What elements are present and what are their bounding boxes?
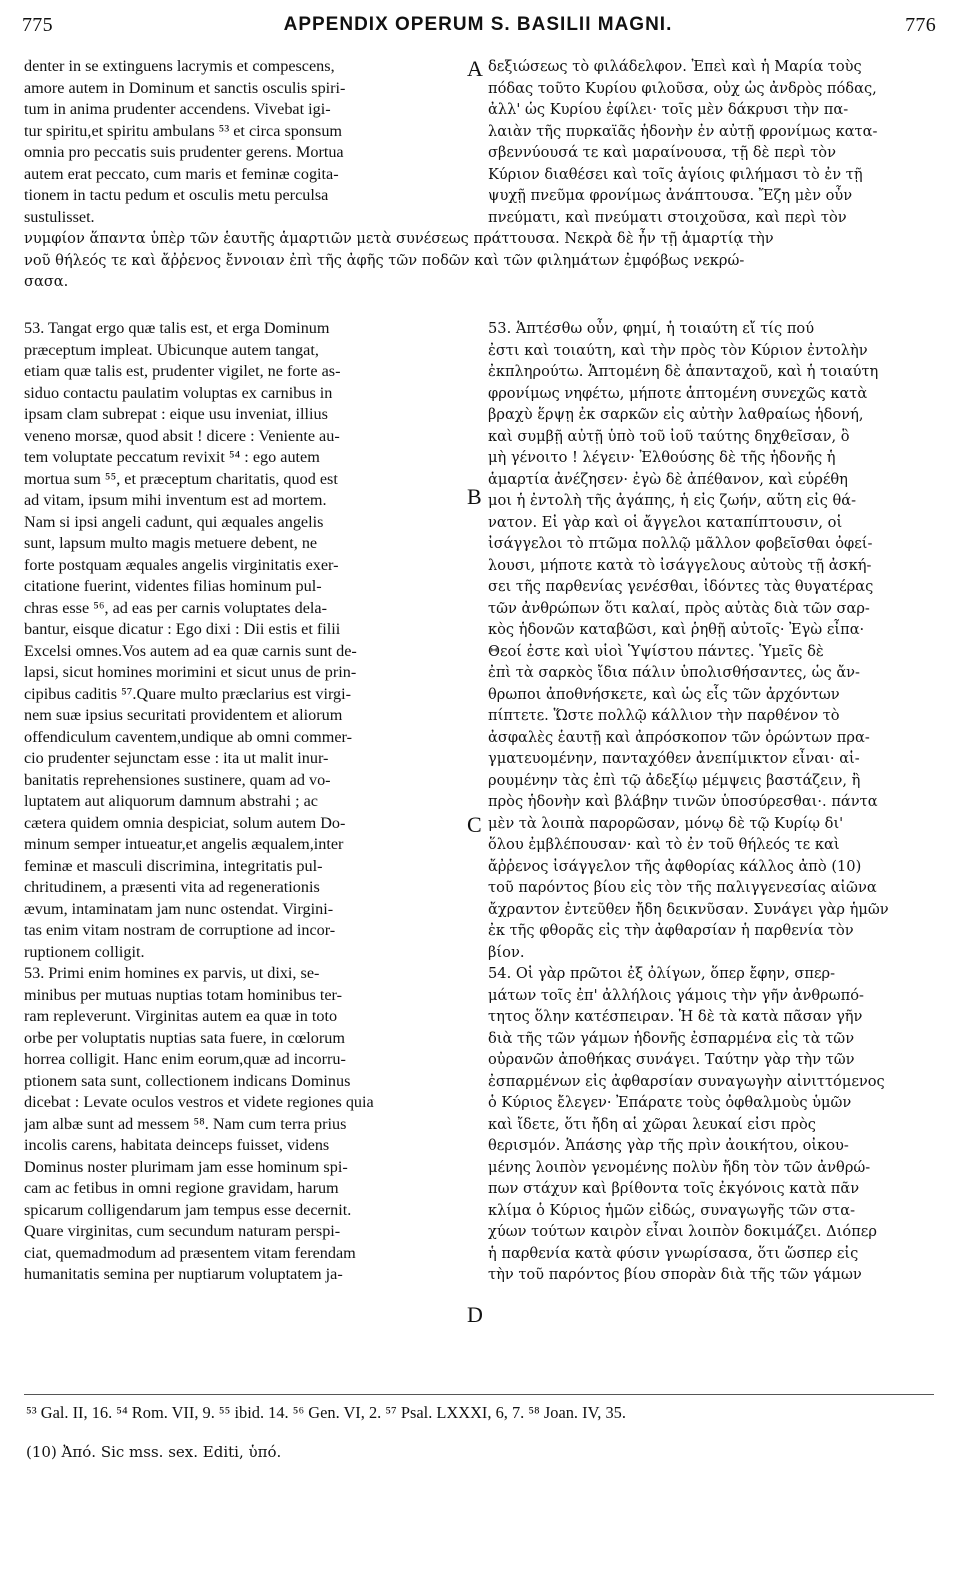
text-line: γματευομένην, πανταχόθεν ἀνεπίμικτον εἶναι· αἱ- [488, 750, 860, 767]
text-line: banitatis reprehensiones sustinere, quam ad vo- [24, 770, 331, 789]
text-line: τητος ὅλην κατέσπειραν. Ἡ δὲ τὰ κατὰ πᾶσαν γῆν [488, 1008, 863, 1025]
text-line: νυμφίον ἅπαντα ὑπὲρ τῶν ἑαυτῆς ἁμαρτιῶν μετὰ συνέσεως πράττουσα. Νεκρὰ δὲ ἦν τῇ ἁμαρτίᾳ τὴν [24, 230, 774, 247]
text-line: mortua sum ⁵⁵, et præceptum charitatis, quod est [24, 469, 338, 488]
text-line: θερισμόν. Ἁπάσης γὰρ τῆς πρὶν ἀοικήτου, οἰκου- [488, 1137, 849, 1154]
text-line: πων στάχυν καὶ βρίθοντα τοῖς ἐκγόνοις κατὰ πᾶν [488, 1180, 860, 1197]
text-line: ptionem sata sunt, collectionem indicans Dominus [24, 1071, 351, 1090]
text-line: etiam quæ talis est, prudenter vigilet, ne forte as- [24, 362, 341, 380]
text-line: καὶ ἴδετε, ὅτι ἤδη αἱ χῶραι λευκαί εἰσι πρὸς [488, 1115, 816, 1133]
text-line: humanitatis semina per nuptiarum voluptatem ja- [24, 1265, 343, 1283]
text-line: ἐκπληρούτω. Ἁπτομένη δὲ ἁπανταχοῦ, καὶ ἡ τοιαύτη [488, 363, 879, 380]
text-line: τὴν τοῦ παρόντος βίου σπορὰν διὰ τῆς τῶν γάμων [488, 1266, 862, 1283]
text-line: μένης λοιπὸν γενομένης πολὺν ἤδη τὸν τῶν ἀνθρώ- [488, 1158, 871, 1176]
text-line: chritudinem, a præsenti vita ad regenerationis [24, 878, 320, 896]
footnote-variant-note: (10) Ἀπό. Sic mss. sex. Editi, ὑπό. [26, 1443, 282, 1461]
text-line: νοῦ θήλεός τε καὶ ἄῤῥενος ἔννοιαν ἐπὶ τῆς ἀφῆς τῶν ποδῶν καὶ τῶν φιλημάτων ἐμφόβως νεκρώ- [24, 251, 745, 269]
text-line: Dominus noster plurimam jam esse hominum spi- [24, 1157, 348, 1176]
text-line: Κύριον διαθέσει καὶ τοῖς ἁγίοις φιλήμασι τὸ ἐν τῇ [488, 165, 863, 183]
text-line: cætera quidem omnia despiciat, solum autem Do- [24, 813, 346, 832]
running-title: APPENDIX OPERUM S. BASILII MAGNI. [283, 14, 673, 35]
text-line: orbe per voluptatis nuptias sata fuere, in cœlorum [24, 1028, 345, 1047]
text-line: Quare virginitas, cum secundum naturam perspi- [24, 1222, 341, 1240]
footnote-references: ⁵³ Gal. II, 16. ⁵⁴ Rom. VII, 9. ⁵⁵ ibid. 14. ⁵⁶ Gen. VI, 2. ⁵⁷ Psal. LXXXI, 6, 7. ⁵⁸ Joan. IV, 35. [26, 1403, 626, 1422]
text-line: omnia pro peccatis suis prudenter gerens. Mortua [24, 143, 344, 161]
text-line: 53. Primi enim homines ex parvis, ut dixi, se- [24, 964, 320, 982]
text-line: τοῦ παρόντος βίου εἰς τὸν τῆς παλιγγενεσίας αἰῶνα [488, 879, 877, 896]
text-line: dicebat : Levate oculos vestros et videte regiones quia [24, 1093, 374, 1111]
latin-column-top [24, 56, 468, 228]
text-line: ὅλου ἐμβλέπουσαν· καὶ τὸ ἐν τοῦ θήλεός τε καὶ [488, 836, 840, 853]
text-line: nem suæ ipsius securitati providentem et aliorum [24, 706, 343, 724]
text-line: πίπτετε. Ὥστε πολλῷ κάλλιον τὴν παρθένον τὸ [488, 707, 840, 724]
text-line: præceptum impleat. Ubicunque autem tangat, [24, 340, 319, 359]
text-line: ἡ παρθενία κατὰ φύσιν γνωρίσασα, ὅτι ὥσπερ εἰς [488, 1244, 859, 1262]
text-line: jam albæ sunt ad messem ⁵⁸. Nam cum terra prius [24, 1114, 347, 1133]
text-line: μὴ γένοιτο ! λέγειν· Ἐλθούσης δὲ τῆς ἡδονῆς ἡ [488, 449, 836, 466]
text-line: ἀσφαλὲς ἑαυτῇ καὶ ἀπρόσκοπον τῶν ὁρώντων πρα- [488, 728, 870, 746]
text-line: ἐπὶ τὰ σαρκὸς ἴδια πάλιν ὑπολισθήσαντες, ὡς ἄν- [488, 664, 860, 681]
text-line: incolis carens, habitata deinceps fuisset, videns [24, 1136, 330, 1154]
text-line: ἁμαρτία ἀνέζησεν· ἐγὼ δὲ ἀπέθανον, καὶ εὑρέθη [488, 470, 848, 488]
text-line: ἐσπαρμένων εἰς ἀφθαρσίαν συναγωγὴν αἰνιττόμενος [488, 1072, 885, 1090]
greek-column-top [488, 56, 936, 228]
text-line: feminæ et masculi discrimina, integritatis pul- [24, 856, 323, 875]
page-number-left: 775 [22, 14, 53, 36]
text-line: ἰσάγγελοι τὸ πτῶμα πολλῷ μᾶλλον φοβεῖσθαι ὀφεί- [488, 535, 873, 552]
text-line: ἄχραντον ἐντεῦθεν ἤδη δεικνῦσαν. Συνάγει γὰρ ἡμῶν [488, 900, 889, 918]
text-line: ruptionem colligit. [24, 942, 145, 961]
text-line: tem voluptate peccatum revixit ⁵⁴ : ego autem [24, 448, 320, 466]
section-marker-d: D [467, 1302, 483, 1327]
footnote-rule [24, 1394, 934, 1395]
text-line: λαιὰν τῆς πυρκαϊᾶς ἡδονὴν ἐν αὐτῇ φρονίμως κατα- [488, 122, 878, 140]
text-line: siduo contactu paulatim voluptas ex carnibus in [24, 383, 333, 402]
text-line: θρωποι ἀποθνήσκετε, καὶ ὡς εἷς τῶν ἀρχόντων [488, 685, 840, 703]
text-line: κὸς ἡδονῶν καταβῶσι, καὶ ῥηθῇ αὐτοῖς· Ἐγὼ εἶπα· [488, 621, 865, 638]
text-line: ad vitam, ipsum mihi inventum est ad mortem. [24, 491, 327, 509]
text-line: ἐστι καὶ τοιαύτη, καὶ τὴν πρὸς τὸν Κύριον ἐντολὴν [488, 341, 868, 359]
text-line: veneno morsæ, quod absit ! dicere : Veniente au- [24, 426, 340, 445]
text-line: ipsam clam subrepat : eique usu inveniat, illius [24, 405, 328, 423]
text-line: διὰ τῆς τῶν γάμων ἡδονῆς ἐσπαρμένα εἰς τὰ τῶν [488, 1029, 855, 1047]
text-line: forte postquam æquales angelis virginitatis exer- [24, 555, 339, 574]
text-line: citatione fuerint, videntes filias hominum pul- [24, 577, 322, 595]
text-line: lapsi, sicut homines morimini et sicut unus de prin- [24, 663, 357, 681]
text-line: ἀλλ' ὡς Κυρίου ἐφίλει· τοῖς μὲν δάκρυσι τὴν πα- [488, 101, 849, 118]
text-line: 54. Οἱ γὰρ πρῶτοι ἐξ ὀλίγων, ὅπερ ἔφην, σπερ- [488, 965, 836, 982]
text-line: cipibus caditis ⁵⁷.Quare multo præclarius est virgi- [24, 684, 352, 703]
text-line: πόδας τοῦτο Κυρίου φιλοῦσα, οὐχ ὡς ἀνδρὸς πόδας, [488, 79, 877, 97]
text-line: 53. Tangat ergo quæ talis est, et erga Dominum [24, 319, 330, 337]
text-line: denter in se extinguens lacrymis et compescens, [24, 57, 335, 75]
text-line: οὐρανῶν ἀποθήκας συνάγει. Ταύτην γὰρ τὴν τῶν [488, 1051, 855, 1068]
text-line: ciat, quemadmodum ad præsentem vitam ferendam [24, 1243, 356, 1262]
text-line: minum semper intueatur,et angelis æqualem,inter [24, 835, 344, 853]
text-line: spicarum colligendarum jam tempus esse decernit. [24, 1200, 352, 1219]
text-line: δεξιώσεως τὸ φιλάδελφον. Ἐπεὶ καὶ ἡ Μαρία τοὺς [488, 58, 862, 75]
text-line: λουσι, μήποτε κατὰ τὸ ἰσάγγελους αὐτοὺς τῇ ἀσκή- [488, 556, 872, 574]
text-line: tur spiritu,et spiritu ambulans ⁵³ et circa sponsum [24, 121, 343, 140]
text-line: ἐκ τῆς φθορᾶς εἰς τὴν ἀφθαρσίαν ἡ παρθενία τὸν [488, 922, 854, 939]
text-line: tas enim vitam nostram de corruptione ad incor- [24, 921, 336, 939]
text-line: tum in anima prudenter accendens. Vivebat igi- [24, 100, 331, 118]
text-line: ram repleverunt. Virginitas autem ea quæ in toto [24, 1007, 338, 1025]
text-line: βραχὺ ἕρψῃ ἐκ σαρκῶν εἰς αὐτὴν λαθραίως ἡδονή, [488, 406, 864, 423]
text-line: σασα. [24, 273, 69, 290]
text-line: ævum, intaminatam jam nunc ostendat. Virgini- [24, 899, 334, 918]
text-line: Nam si ipsi angeli cadunt, qui æquales angelis [24, 512, 324, 531]
text-line: πνεύματι, καὶ πνεύματι στοιχοῦσα, καὶ περὶ τὸν [488, 208, 847, 226]
text-line: βίον. [488, 943, 525, 961]
text-line: luptatem aut aliquorum damnum abstrahi ; ac [24, 792, 318, 810]
text-line: sustulisset. [24, 207, 95, 226]
text-line: μάτων τοῖς ἐπ' ἀλλήλοις γάμοις τὴν γῆν ἀνθρωπό- [488, 986, 864, 1004]
text-line: horrea colligit. Hanc enim eorum,quæ ad incorru- [24, 1050, 346, 1068]
text-line: ψυχῇ πνεῦμα φρονίμως ἀνάπτουσα. Ἔζη μὲν οὖν [488, 187, 853, 204]
text-line: φρονίμως νηφέτω, μήποτε ἁπτομένη συνεχῶς κατὰ [488, 384, 868, 402]
text-line: Θεοί ἐστε καὶ υἱοὶ Ὑψίστου πάντες. Ὑμεῖς δὲ [488, 642, 824, 660]
text-line: χύων τούτων καιρὸν εἶναι λοιπὸν δοκιμάζει. Διόπερ [488, 1223, 877, 1240]
text-line: ὁ Κύριος ἔλεγεν· Ἐπάρατε τοὺς ὀφθαλμοὺς ὑμῶν [488, 1094, 852, 1111]
text-line: sunt, lapsum multo magis metuere debent, ne [24, 534, 318, 552]
text-line: amore autem in Dominum et sanctis osculis spiri- [24, 78, 346, 97]
section-marker-b: B [467, 484, 482, 509]
text-line: σει τῆς παρθενίας γενέσθαι, ἰδόντες τὰς θυγατέρας [488, 578, 874, 595]
text-line: ἄῤῥενος ἰσάγγελον τῆς ἀφθορίας κάλλος ἀπὸ (10) [488, 857, 862, 875]
text-line: μὲν τὰ λοιπὰ παρορῶσαν, μόνῳ δὲ τῷ Κυρίῳ δι' [488, 814, 844, 832]
text-line: νατον. Εἰ γὰρ καὶ οἱ ἄγγελοι καταπίπτουσιν, οἱ [488, 513, 843, 531]
text-line: καὶ συμβῇ αὐτῇ ὑπὸ τοῦ ἰοῦ ταύτης δηχθεῖσαν, ὃ [488, 427, 850, 445]
text-line: cam ac fetibus in omni regione gravidam, harum [24, 1179, 339, 1197]
text-line: cio prudenter sejunctam esse : ita ut malit inur- [24, 749, 329, 767]
text-line: τῶν ἀνθρώπων ὅτι καλαί, πρὸς αὐτὰς διὰ τῶν σαρ- [488, 599, 870, 617]
text-line: 53. Ἁπτέσθω οὖν, φημί, ἡ τοιαύτη εἴ τίς πού [488, 320, 815, 337]
text-line: bantur, eisque dicatur : Ego dixi : Dii estis et filii [24, 620, 341, 638]
latin-column-main [24, 318, 468, 1286]
page-number-right: 776 [905, 14, 936, 36]
text-line: σβεννύουσά τε καὶ μαραίνουσα, τῇ δὲ περὶ τὸν [488, 144, 836, 161]
text-line: πρὸς ἡδονὴν καὶ βλάβην τινῶν ὑποσύρεσθαι·. πάντα [488, 793, 878, 810]
section-marker-a: A [467, 56, 483, 81]
text-line: chras esse ⁵⁶, ad eas per carnis voluptates dela- [24, 598, 327, 617]
text-line: autem erat peccato, cum maris et feminæ cogita- [24, 164, 339, 183]
greek-column-main [488, 318, 936, 1286]
greek-full-width-text [24, 228, 936, 293]
text-line: μοι ἡ ἐντολὴ τῆς ἀγάπης, ἡ εἰς ζωήν, αὕτη εἰς θά- [488, 492, 857, 509]
text-line: minibus per mutuas nuptias totam hominibus ter- [24, 985, 342, 1004]
text-line: tionem in tactu pedum et osculis metu perculsa [24, 186, 329, 204]
section-marker-c: C [467, 812, 482, 837]
text-line: offendiculum caventem,undique ab omni commer- [24, 727, 352, 746]
text-line: κλίμα ὁ Κύριος ἡμῶν εἰδώς, συναγωγῆς τῶν στα- [488, 1201, 855, 1219]
text-line: Excelsi omnes.Vos autem ad ea quæ carnis sunt de- [24, 641, 357, 660]
text-line: ρουμένην τὰς ἐπὶ τῷ ἀδεξίῳ μέμψεις βαστάζειν, ἢ [488, 771, 861, 789]
